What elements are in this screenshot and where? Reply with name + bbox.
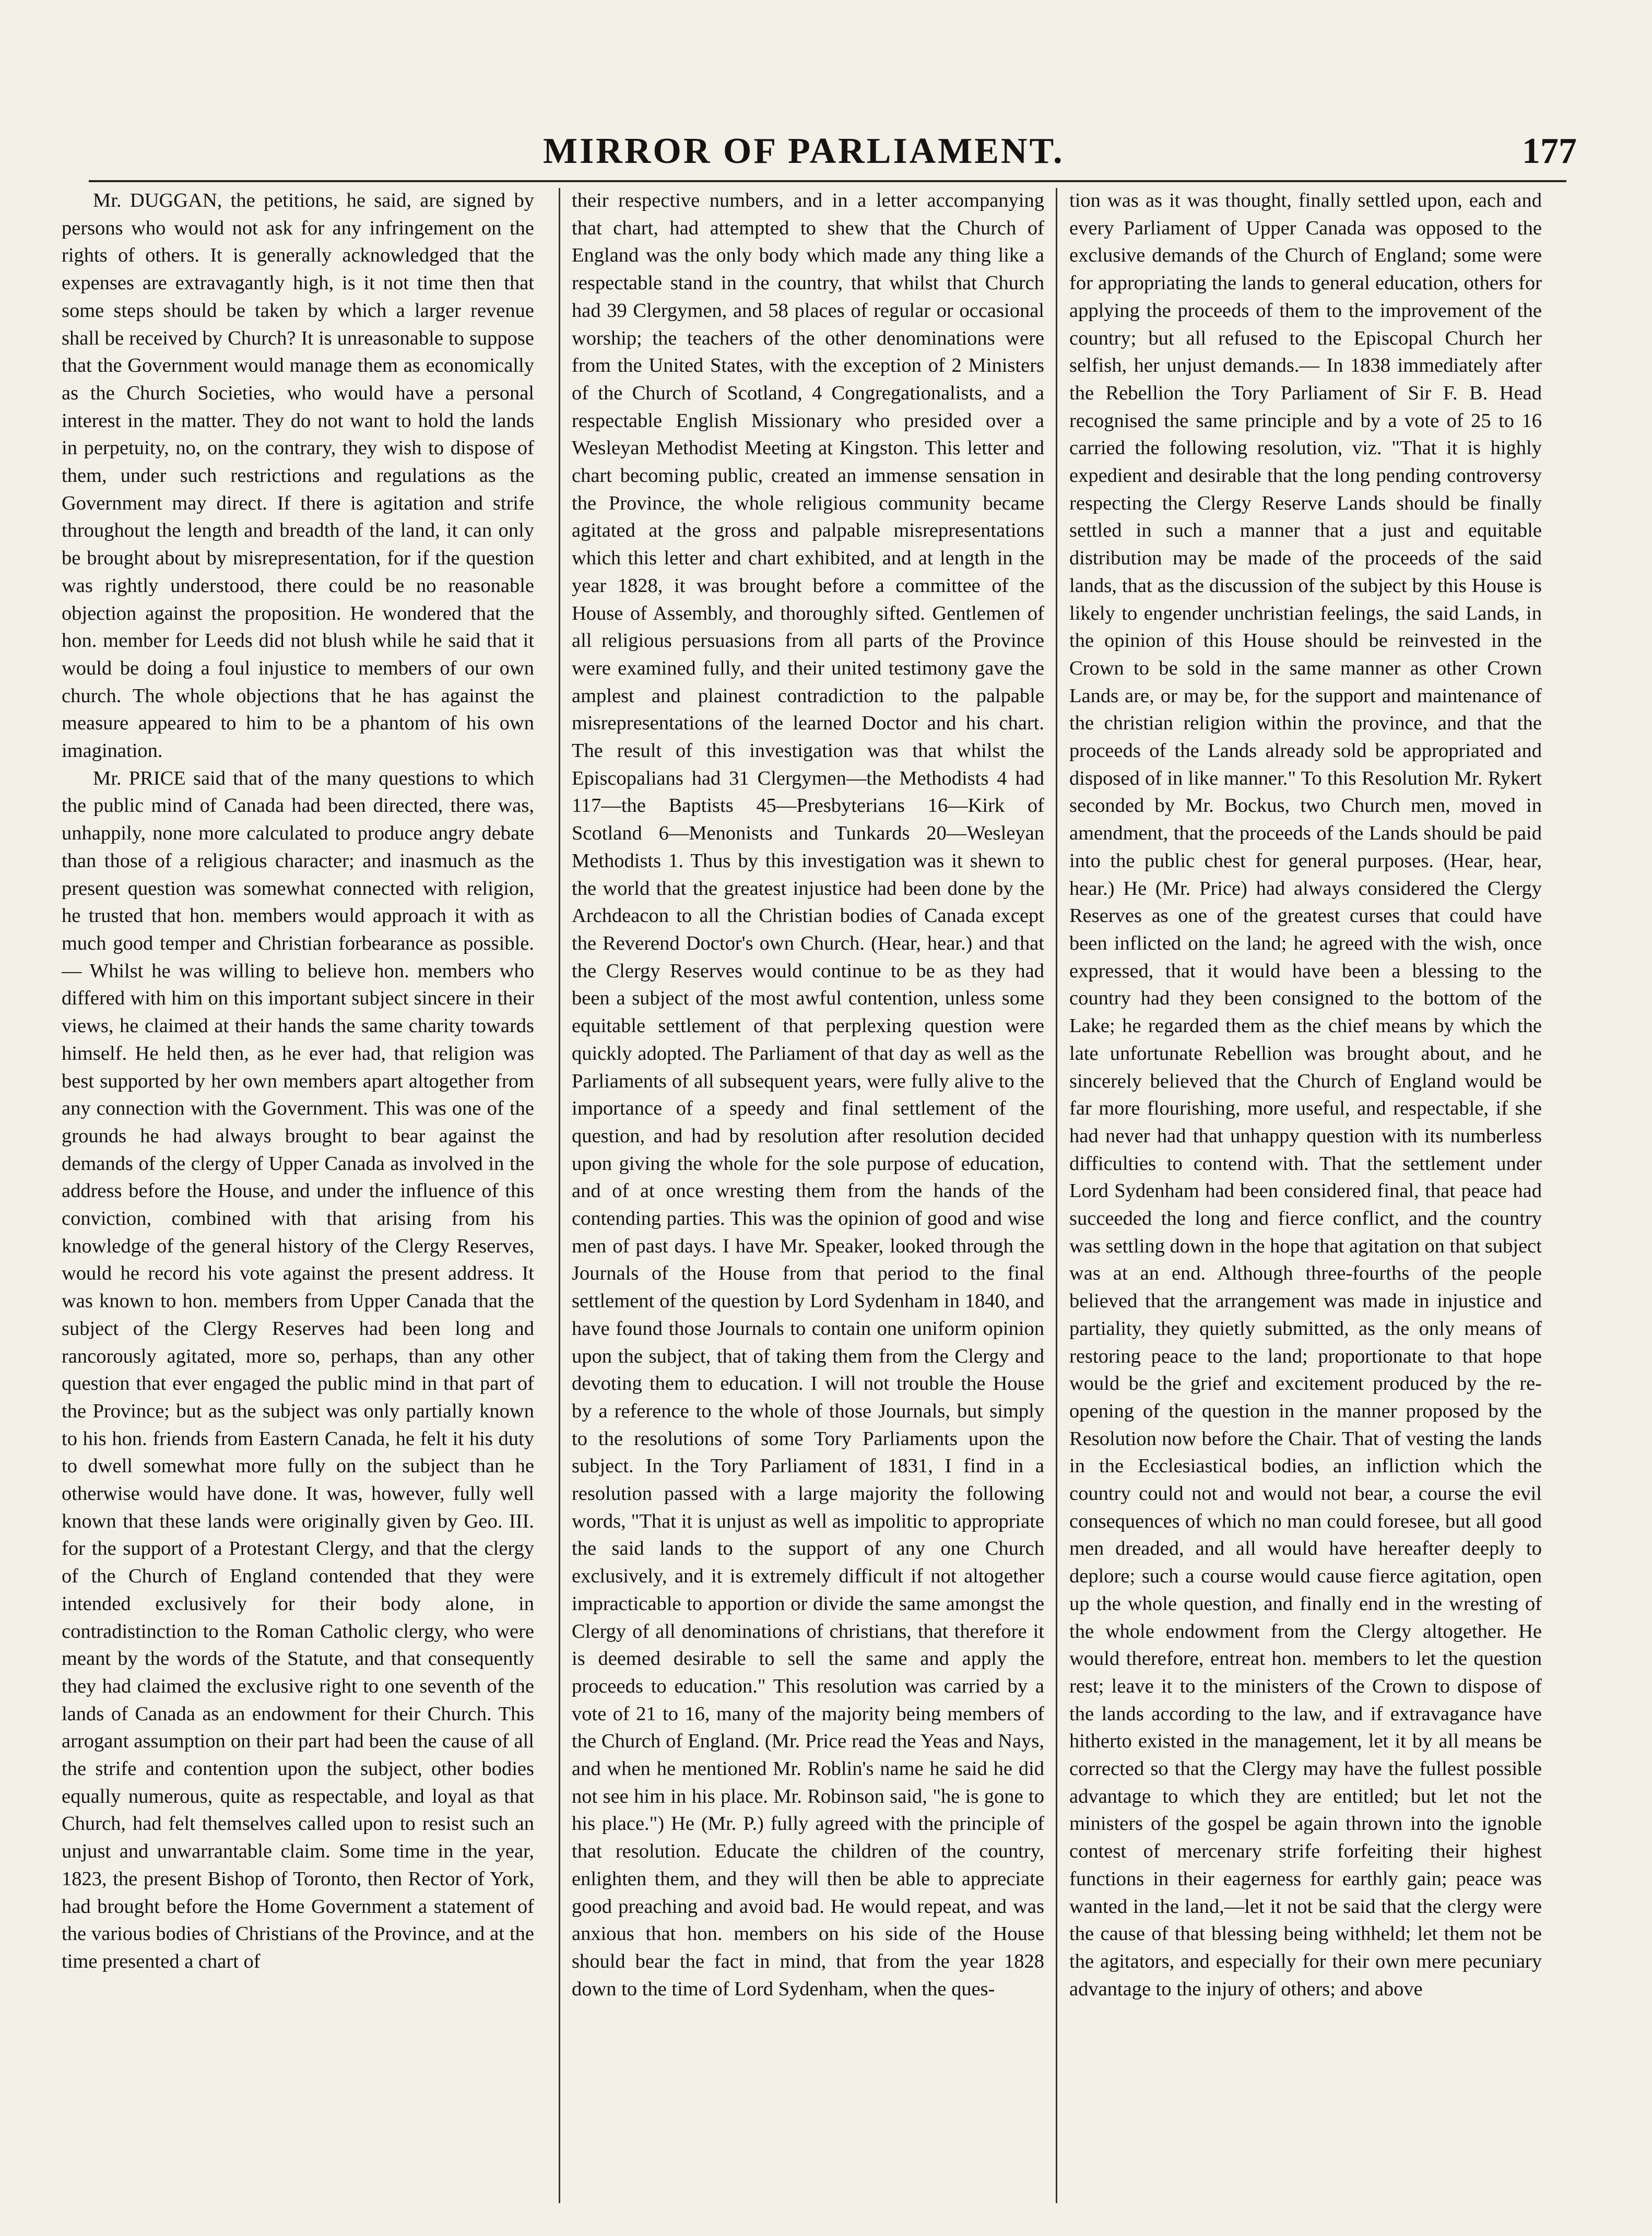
text-column-2 bbox=[572, 187, 1044, 2205]
column-divider bbox=[1056, 188, 1057, 2203]
column-divider bbox=[559, 188, 560, 2203]
paragraph-duggan: Mr. DUGGAN, the petitions, he said, are signed by persons who would not ask for any infringement on the rights of others. It is generally acknowledged that the expenses are extravagantly high, is it not time then that some steps should be taken by which a larger revenue shall be received by Church? It is unreasonable to suppose that the Government would manage them as economically as the Church Societies, who would have a personal interest in the matter. They do not want to hold the lands in perpetuity, no, on the contrary, they wish to dispose of them, under such restrictions and regulations as the Government may direct. If there is agitation and strife throughout the length and breadth of the land, it can only be brought about by misrepresentation, for if the question was rightly understood, there could be no reasonable objection against the proposition. He wondered that the hon. member for Leeds did not blush while he said that it would be doing a foul injustice to members of our own church. The whole objections that he has against the measure appeared to him to be a phantom of his own imagination. bbox=[62, 190, 534, 762]
running-title: MIRROR OF PARLIAMENT. bbox=[543, 131, 1065, 171]
paragraph-price-speech-cont: their respective numbers, and in a letter accompanying that chart, had attempted to shew that the Church of England was the only body which made any thing like a respectable stand in the country, that whilst that Church had 39 Clergymen, and 58 places of regular or occasional worship; the teachers of the other denominations were from the United States, with the exception of 2 Ministers of the Church of Scotland, 4 Congregationalists, and a respectable English Missionary who presided over a Wesleyan Methodist Meeting at Kingston. This letter and chart becoming public, created an immense sensation in the Province, the whole religious community became agitated at the gross and palpable misrepresentations which this letter and chart exhibited, and at length in the year 1828, it was brought before a committee of the House of Assembly, and thoroughly sifted. Gentlemen of all religious persuasions from all parts of the Province were examined fully, and their united testimony gave the amplest and plainest contradiction to the palpable misrepresentations of the learned Doctor and his chart. The result of this investigation was that whilst the Episcopalians had 31 Clergymen—the Methodists 4 had 117—the Baptists 45—Presbyterians 16—Kirk of Scotland 6—Menonists and Tunkards 20—Wesleyan Methodists 1. Thus by this investigation was it shewn to the world that the greatest injustice had been done by the Archdeacon to all the Christian bodies of Canada except the Reverend Doctor's own Church. (Hear, hear.) and that the Clergy Reserves would continue to be as they had been a subject of the most awful contention, unless some equitable settlement of that perplexing question were quickly adopted. The Parliament of that day as well as the Parliaments of all subsequent years, were fully alive to the importance of a speedy and final settlement of the question, and had by resolution after resolution decided upon giving the whole for the sole purpose of education, and of at once wresting them from the hands of the contending parties. This was the opinion of good and wise men of past days. I have Mr. Speaker, looked through the Journals of the House from that period to the final settlement of the question by Lord Sydenham in 1840, and have found those Journals to contain one uniform opinion upon the subject, that of taking them from the Clergy and devoting them to education. I will not trouble the House by a reference to the whole of those Journals, but simply to the resolutions of some Tory Parliaments upon the subject. In the Tory Parliament of 1831, I find in a resolution passed with a large majority the following words, "That it is unjust as well as impolitic to appropriate the said lands to the support of any one Church exclusively, and it is extremely difficult if not altogether impracticable to apportion or divide the same amongst the Clergy of all denominations of christians, that therefore it is deemed desirable to sell the same and apply the proceeds to education." This resolution was carried by a vote of 21 to 16, many of the majority being members of the Church of England. (Mr. Price read the Yeas and Nays, and when he mentioned Mr. Roblin's name he said he did not see him in his place. Mr. Robinson said, "he is gone to his place.") He (Mr. P.) fully agreed with the principle of that resolution. Educate the children of the country, enlighten them, and they will then be able to appreciate good preaching and avoid bad. He would repeat, and was anxious that hon. members on his side of the House should bear the fact in mind, that from the year 1828 down to the time of Lord Sydenham, when the ques- bbox=[572, 190, 1044, 2000]
text-column-3 bbox=[1069, 187, 1542, 2205]
header-rule bbox=[89, 180, 1566, 182]
page-number: 177 bbox=[1522, 131, 1577, 171]
paragraph-price-speech: Mr. PRICE said that of the many questions to which the public mind of Canada had been directed, there was, unhappily, none more calculated to produce angry debate than those of a religious character; and inasmuch as the present question was somewhat connected with religion, he trusted that hon. members would approach it with as much good temper and Christian forbearance as possible.— Whilst he was willing to believe hon. members who differed with him on this important subject sincere in their views, he claimed at their hands the same charity towards himself. He held then, as he ever had, that religion was best supported by her own members apart altogether from any connection with the Government. This was one of the grounds he had always brought to bear against the demands of the clergy of Upper Canada as involved in the address before the House, and under the influence of this conviction, combined with that arising from his knowledge of the general history of the Clergy Reserves, would he record his vote against the present address. It was known to hon. members from Upper Canada that the subject of the Clergy Reserves had been long and rancorously agitated, more so, perhaps, than any other question that ever engaged the public mind in that part of the Province; but as the subject was only partially known to his hon. friends from Eastern Canada, he felt it his duty to dwell somewhat more fully on the subject than he otherwise would have done. It was, however, fully well known that these lands were originally given by Geo. III. for the support of a Protestant Clergy, and that the clergy of the Church of England contended that they were intended exclusively for their body alone, in contradistinction to the Roman Catholic clergy, who were meant by the words of the Statute, and that consequently they had claimed the exclusive right to one seventh of the lands of Canada as an endowment for their Church. This arrogant assumption on their part had been the cause of all the strife and contention upon the subject, other bodies equally numerous, quite as respectable, and loyal as that Church, had felt themselves called upon to resist such an unjust and unwarrantable claim. Some time in the year, 1823, the present Bishop of Toronto, then Rector of York, had brought before the Home Government a statement of the various bodies of Christians of the Province, and at the time presented a chart of bbox=[62, 767, 534, 1972]
paragraph-price-speech-cont: tion was as it was thought, finally settled upon, each and every Parliament of Upper Canada was opposed to the exclusive demands of the Church of England; some were for appropriating the lands to general education, others for applying the proceeds of them to the improvement of the country; but all refused to the Episcopal Church her selfish, her unjust demands.— In 1838 immediately after the Rebellion the Tory Parliament of Sir F. B. Head recognised the same principle and by a vote of 25 to 16 carried the following resolution, viz. "That it is highly expedient and desirable that the long pending controversy respecting the Clergy Reserve Lands should be finally settled in such a manner that a just and equitable distribution may be made of the proceeds of the said lands, that as the discussion of the subject by this House is likely to engender unchristian feelings, the said Lands, in the opinion of this House should be reinvested in the Crown to be sold in the same manner as other Crown Lands are, or may be, for the support and maintenance of the christian religion within the province, and that the proceeds of the Lands already sold be appropriated and disposed of in like manner." To this Resolution Mr. Rykert seconded by Mr. Bockus, two Church men, moved in amendment, that the proceeds of the Lands should be paid into the public chest for general purposes. (Hear, hear, hear.) He (Mr. Price) had always considered the Clergy Reserves as one of the greatest curses that could have been inflicted on the land; he agreed with the wish, once expressed, that it would have been a blessing to the country had they been consigned to the bottom of the Lake; he regarded them as the chief means by which the late unfortunate Rebellion was brought about, and he sincerely believed that the Church of England would be far more flourishing, more useful, and respectable, if she had never had that unhappy question with its numberless difficulties to contend with. That the settlement under Lord Sydenham had been considered final, that peace had succeeded the long and fierce conflict, and the country was settling down in the hope that agitation on that subject was at an end. Although three-fourths of the people believed that the arrangement was made in injustice and partiality, they quietly submitted, as the only means of restoring peace to the land; proportionate to that hope would be the grief and excitement produced by the re-opening of the question in the manner proposed by the Resolution now before the Chair. That of vesting the lands in the Ecclesiastical bodies, an infliction which the country could not and would not bear, a course the evil consequences of which no man could foresee, but all good men dreaded, and all would have hereafter deeply to deplore; such a course would cause fierce agitation, open up the whole question, and finally end in the wresting of the whole endowment from the Clergy altogether. He would therefore, entreat hon. members to let the question rest; leave it to the ministers of the Crown to dispose of the lands according to the law, and if extravagance have hitherto existed in the management, let it by all means be corrected so that the Clergy may have the fullest possible advantage to which they are entitled; but let not the ministers of the gospel be again thrown into the ignoble contest of mercenary strife forfeiting their highest functions in their eagerness for earthly gain; peace was wanted in the land,—let it not be said that the clergy were the cause of that blessing being withheld; let them not be the agitators, and especially for their own mere pecuniary advantage to the injury of others; and above bbox=[1069, 190, 1542, 2000]
text-column-1 bbox=[62, 187, 534, 2205]
